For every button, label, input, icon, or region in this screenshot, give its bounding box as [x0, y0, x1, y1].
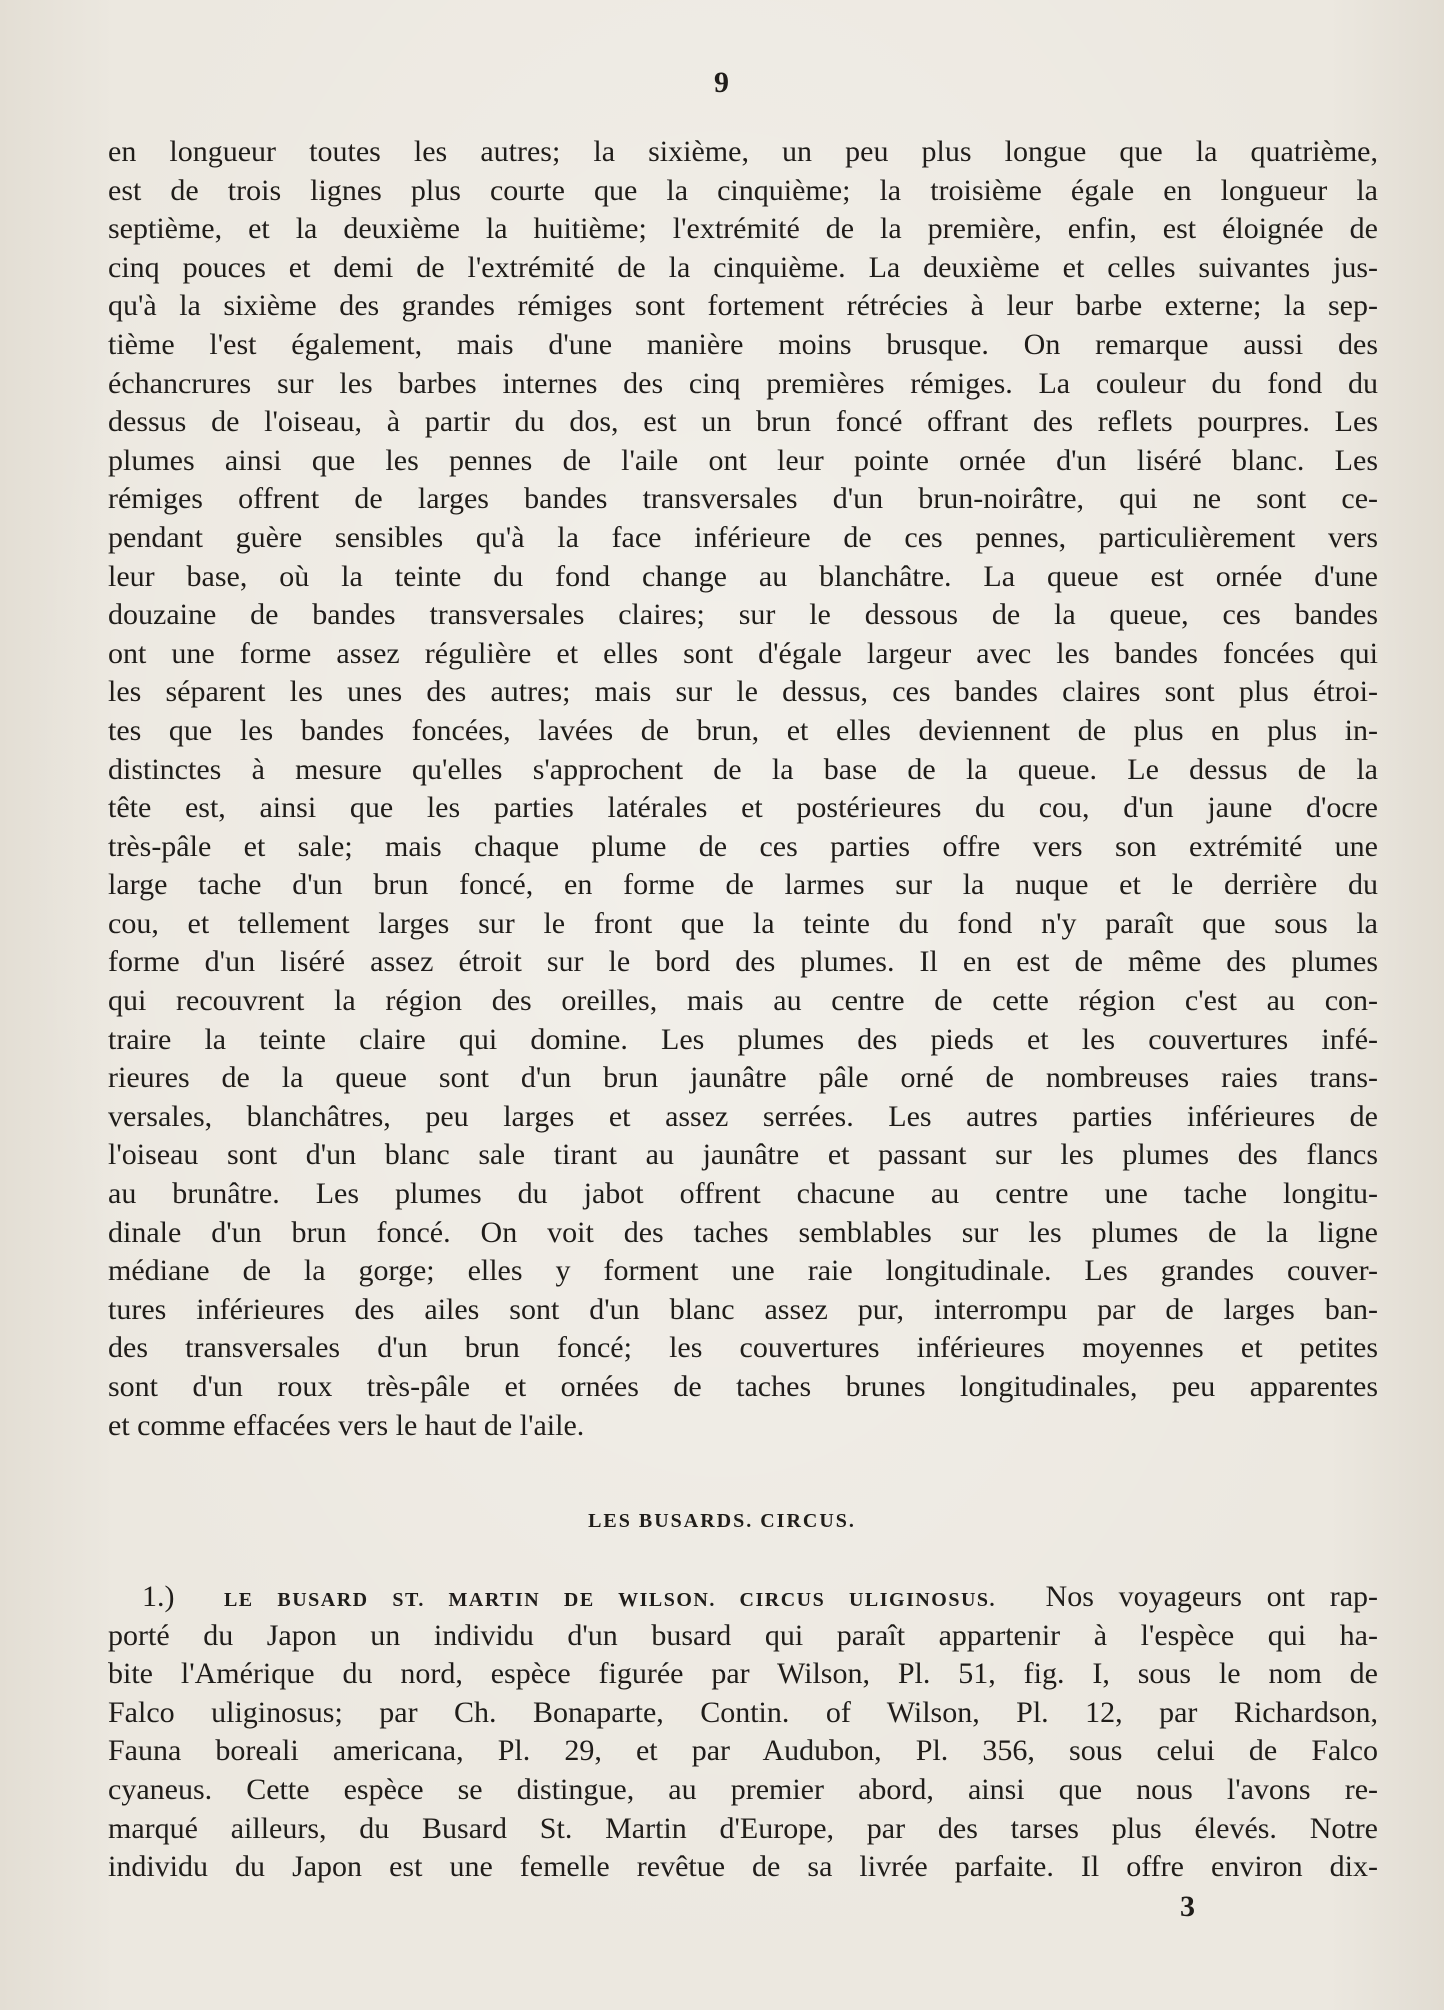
text-line: ont une forme assez régulière et elles sont d'égale largeur avec les bandes foncées qui: [108, 636, 1378, 670]
text-line: plumes ainsi que les pennes de l'aile ont leur pointe ornée d'un liséré blanc. Les: [108, 443, 1378, 477]
text-line: en longueur toutes les autres; la sixième, un peu plus longue que la quatrième,: [108, 135, 1378, 168]
text-line: leur base, où la teinte du fond change au blanchâtre. La queue est ornée d'une: [108, 559, 1378, 593]
text-line: Falco uliginosus; par Ch. Bonaparte, Contin. of Wilson, Pl. 12, par Richardson,: [108, 1695, 1378, 1729]
species-entry: [108, 1578, 1378, 1887]
text-line: est de trois lignes plus courte que la cinquième; la troisième égale en longueur la: [108, 173, 1378, 207]
text-line: distinctes à mesure qu'elles s'approchent de la base de la queue. Le dessus de la: [108, 752, 1378, 786]
text-line: l'oiseau sont d'un blanc sale tirant au jaunâtre et passant sur les plumes des flancs: [108, 1138, 1378, 1172]
entry-first-line-rest: Nos voyageurs ont rap-: [1045, 1580, 1378, 1613]
text-line: au brunâtre. Les plumes du jabot offrent chacune au centre une tache longitu-: [108, 1177, 1378, 1211]
text-line: large tache d'un brun foncé, en forme de larmes sur la nuque et le derrière du: [108, 868, 1378, 902]
text-line: tième l'est également, mais d'une manière moins brusque. On remarque aussi des: [108, 327, 1378, 361]
text-line: très-pâle et sale; mais chaque plume de ces parties offre vers son extrémité une: [108, 829, 1378, 863]
entry-title: LE BUSARD ST. MARTIN DE WILSON. CIRCUS ULIGINOSUS.: [223, 1589, 997, 1611]
entry-lines: [108, 1617, 1378, 1887]
text-line: médiane de la gorge; elles y forment une raie longitudinale. Les grandes couver-: [108, 1254, 1378, 1288]
text-line: qu'à la sixième des grandes rémiges sont fortement rétrécies à leur barbe externe; la sep-: [108, 289, 1378, 323]
text-line: marqué ailleurs, du Busard St. Martin d'Europe, par des tarses plus élevés. Notre: [108, 1811, 1378, 1845]
text-line: rieures de la queue sont d'un brun jaunâtre pâle orné de nombreuses raies trans-: [108, 1061, 1378, 1095]
text-line: et comme effacées vers le haut de l'aile.: [108, 1408, 585, 1442]
text-line: Fauna boreali americana, Pl. 29, et par Audubon, Pl. 356, sous celui de Falco: [108, 1734, 1378, 1768]
text-line: tête est, ainsi que les parties latérales et postérieures du cou, d'un jaune d'ocre: [108, 791, 1378, 825]
text-line: sont d'un roux très-pâle et ornées de taches brunes longitudinales, peu apparentes: [108, 1370, 1378, 1403]
text-line: versales, blanchâtres, peu larges et assez serrées. Les autres parties inférieures de: [108, 1099, 1378, 1133]
text-line: qui recouvrent la région des oreilles, mais au centre de cette région c'est au con-: [108, 984, 1378, 1018]
paragraph-description: [108, 133, 1378, 1445]
text-line: cinq pouces et demi de l'extrémité de la cinquième. La deuxième et celles suivantes jus-: [108, 250, 1378, 284]
text-line: tures inférieures des ailes sont d'un blanc assez pur, interrompu par de larges ban-: [108, 1292, 1378, 1326]
text-line: dinale d'un brun foncé. On voit des taches semblables sur les plumes de la ligne: [108, 1215, 1378, 1249]
entry-first-line: [108, 1578, 1378, 1617]
section-heading: LES BUSARDS. CIRCUS.: [588, 1510, 856, 1532]
text-line: dessus de l'oiseau, à partir du dos, est un brun foncé offrant des reflets pourpres. Les: [108, 405, 1378, 439]
text-line: forme d'un liséré assez étroit sur le bord des plumes. Il en est de même des plumes: [108, 945, 1378, 979]
text-line: septième, et la deuxième la huitième; l'extrémité de la première, enfin, est éloignée de: [108, 212, 1378, 246]
text-line: porté du Japon un individu d'un busard qui paraît appartenir à l'espèce qui ha-: [108, 1618, 1378, 1652]
text-line: douzaine de bandes transversales claires; sur le dessous de la queue, ces bandes: [108, 598, 1378, 632]
text-line: cyaneus. Cette espèce se distingue, au premier abord, ainsi que nous l'avons re-: [108, 1772, 1378, 1806]
entry-number: 1.): [142, 1580, 175, 1613]
text-line: échancrures sur les barbes internes des cinq premières rémiges. La couleur du fond du: [108, 366, 1378, 400]
page-number: 9: [714, 66, 730, 99]
text-line: les séparent les unes des autres; mais sur le dessus, ces bandes claires sont plus étroi-: [108, 675, 1378, 709]
text-line: cou, et tellement larges sur le front que la teinte du fond n'y paraît que sous la: [108, 906, 1378, 940]
text-line: pendant guère sensibles qu'à la face inférieure de ces pennes, particulièrement vers: [108, 520, 1378, 554]
text-line: traire la teinte claire qui domine. Les plumes des pieds et les couvertures infé-: [108, 1022, 1378, 1056]
signature-mark: 3: [1180, 1890, 1195, 1923]
text-line: des transversales d'un brun foncé; les couvertures inférieures moyennes et petites: [108, 1331, 1378, 1365]
text-line: bite l'Amérique du nord, espèce figurée par Wilson, Pl. 51, fig. I, sous le nom de: [108, 1657, 1378, 1691]
text-line: individu du Japon est une femelle revêtue de sa livrée parfaite. Il offre environ dix-: [108, 1850, 1378, 1884]
text-line: tes que les bandes foncées, lavées de brun, et elles deviennent de plus en plus in-: [108, 713, 1378, 747]
text-line: rémiges offrent de larges bandes transversales d'un brun-noirâtre, qui ne sont ce-: [108, 482, 1378, 516]
